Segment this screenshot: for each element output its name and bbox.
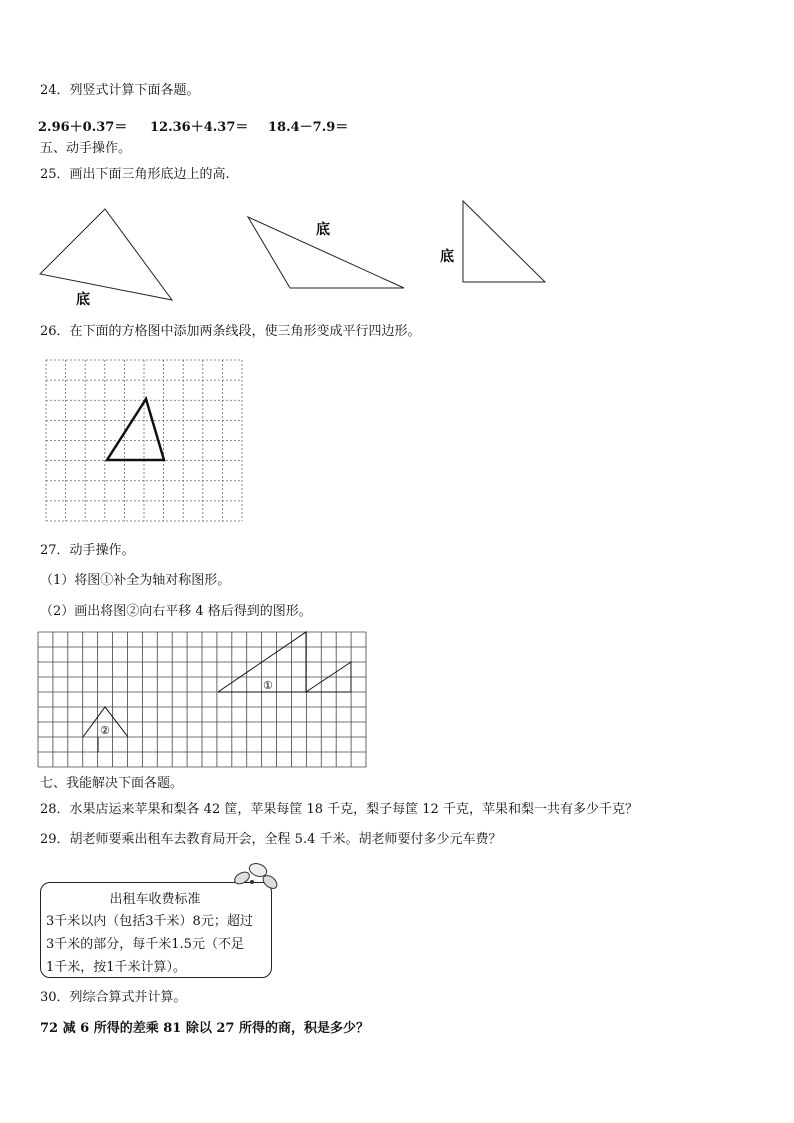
q26-grid	[46, 360, 242, 521]
q27-grid	[38, 632, 366, 767]
q26-triangle	[107, 399, 164, 460]
section-7-heading: 七、我能解决下面各题。	[40, 776, 184, 791]
q27-title: 27．动手操作。	[40, 543, 135, 558]
q26-title: 26．在下面的方格图中添加两条线段，使三角形变成平行四边形。	[40, 324, 421, 339]
section-5-heading: 五、动手操作。	[40, 141, 132, 156]
taxi-line-3: 1千米，按1千米计算）。	[46, 960, 187, 975]
base-label-3: 底	[440, 249, 454, 265]
triangle-3	[463, 201, 545, 282]
q24-title: 24．列竖式计算下面各题。	[40, 83, 200, 98]
q27-sub2: （2）画出将图②向右平移 4 格后得到的图形。	[40, 604, 312, 619]
base-label-2: 底	[316, 222, 330, 238]
calc-item-2: 12.36＋4.37＝	[150, 120, 249, 135]
taxi-line-2: 3千米的部分，每千米1.5元（不足	[46, 937, 244, 952]
base-label-1: 底	[76, 292, 90, 308]
triangle-1	[40, 209, 172, 300]
q28-text: 28．水果店运来苹果和梨各 42 筐，苹果每筐 18 千克，梨子每筐 12 千克，苹果和梨一共有多少千克？	[40, 802, 638, 817]
q25-title: 25．画出下面三角形底边上的高.	[40, 167, 230, 182]
calc-item-3: 18.4－7.9＝	[268, 120, 349, 135]
calc-item-1: 2.96＋0.37＝	[38, 120, 128, 135]
q30-title: 30．列综合算式并计算。	[40, 990, 187, 1005]
q25-triangles	[0, 0, 794, 320]
q27-sub1: （1）将图①补全为轴对称图形。	[40, 573, 231, 588]
figure-1-mark: ①	[263, 679, 273, 692]
q29-text: 29．胡老师要乘出租车去教育局开会，全程 5.4 千米。胡老师要付多少元车费？	[40, 832, 502, 847]
q30-text: 72 减 6 所得的差乘 81 除以 27 所得的商，积是多少？	[40, 1021, 369, 1036]
figure-2-mark: ②	[100, 724, 110, 737]
taxi-line-1: 3千米以内（包括3千米）8元；超过	[46, 914, 253, 929]
taxi-title: 出租车收费标准	[109, 892, 201, 907]
